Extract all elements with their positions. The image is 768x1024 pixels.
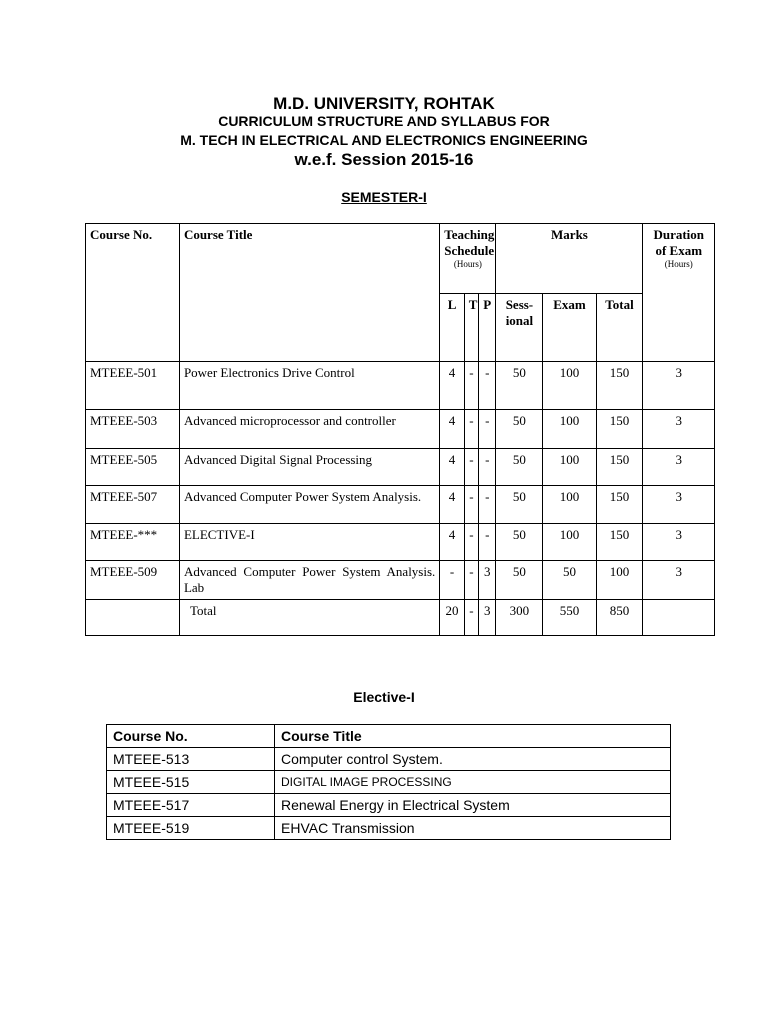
elective-row	[107, 771, 671, 794]
header-course-no: Course No.	[86, 224, 180, 362]
course-no-cell: MTEEE-505	[86, 449, 180, 486]
exam-cell: 50	[543, 561, 596, 600]
elective-heading: Elective-I	[353, 689, 415, 705]
total-exam-cell: 550	[543, 600, 596, 636]
course-no-cell: MTEEE-509	[86, 561, 180, 600]
total-cell: 150	[596, 486, 643, 524]
exam-cell: 100	[543, 410, 596, 449]
sessional-cell: 50	[496, 486, 543, 524]
duration-cell: 3	[643, 362, 715, 410]
p-cell: -	[479, 410, 496, 449]
header-exam: Exam	[543, 294, 596, 362]
sessional-cell: 50	[496, 449, 543, 486]
sessional-cell: 50	[496, 362, 543, 410]
l-cell: 4	[440, 524, 465, 561]
elective-course-no: MTEEE-513	[107, 748, 275, 771]
l-cell: 4	[440, 410, 465, 449]
session-title: w.e.f. Session 2015-16	[294, 150, 474, 169]
duration-cell: 3	[643, 486, 715, 524]
header-course-title: Course Title	[179, 224, 439, 362]
exam-cell: 100	[543, 524, 596, 561]
header-l: L	[440, 294, 465, 362]
p-cell: 3	[479, 561, 496, 600]
t-cell: -	[464, 524, 478, 561]
course-title-cell: Advanced microprocessor and controller	[179, 410, 439, 449]
elective-header-course-no: Course No.	[107, 725, 275, 748]
table-row	[86, 561, 715, 600]
header-duration	[643, 224, 715, 362]
l-cell: 4	[440, 449, 465, 486]
total-cell: 150	[596, 449, 643, 486]
total-duration-empty-cell	[643, 600, 715, 636]
university-title: M.D. UNIVERSITY, ROHTAK	[273, 94, 495, 113]
elective-row	[107, 748, 671, 771]
teaching-schedule-label: Teaching Schedule	[444, 227, 495, 258]
elective-table	[106, 724, 671, 840]
total-t-cell: -	[464, 600, 478, 636]
elective-row	[107, 794, 671, 817]
total-label-cell: Total	[179, 600, 439, 636]
t-cell: -	[464, 486, 478, 524]
elective-course-title: DIGITAL IMAGE PROCESSING	[275, 771, 671, 794]
semester-table	[85, 223, 715, 636]
header-teaching-schedule	[440, 224, 496, 294]
elective-course-no: MTEEE-517	[107, 794, 275, 817]
duration-hours-label: (Hours)	[664, 259, 693, 269]
course-no-cell: MTEEE-507	[86, 486, 180, 524]
course-title-cell: Advanced Computer Power System Analysis.	[179, 486, 439, 524]
course-no-cell: MTEEE-503	[86, 410, 180, 449]
elective-course-no: MTEEE-515	[107, 771, 275, 794]
total-cell: 150	[596, 410, 643, 449]
sessional-cell: 50	[496, 524, 543, 561]
elective-course-title: EHVAC Transmission	[275, 817, 671, 840]
exam-cell: 100	[543, 449, 596, 486]
table-row	[86, 410, 715, 449]
t-cell: -	[464, 449, 478, 486]
p-cell: -	[479, 486, 496, 524]
table-header-row	[86, 224, 715, 294]
total-cell: 150	[596, 362, 643, 410]
semester-heading	[0, 189, 768, 205]
table-row	[86, 362, 715, 410]
total-sessional-cell: 300	[496, 600, 543, 636]
total-total-cell: 850	[596, 600, 643, 636]
duration-cell: 3	[643, 524, 715, 561]
total-empty-cell	[86, 600, 180, 636]
semester-heading-text: SEMESTER-I	[341, 189, 427, 205]
course-title-cell: Advanced Computer Power System Analysis. Lab	[179, 561, 439, 600]
curriculum-subtitle: CURRICULUM STRUCTURE AND SYLLABUS FOR	[218, 113, 550, 129]
total-cell: 150	[596, 524, 643, 561]
total-p-cell: 3	[479, 600, 496, 636]
p-cell: -	[479, 449, 496, 486]
l-cell: 4	[440, 362, 465, 410]
course-title-cell: Power Electronics Drive Control	[179, 362, 439, 410]
teaching-hours-label: (Hours)	[453, 259, 482, 269]
elective-header-row	[107, 725, 671, 748]
course-title-cell: ELECTIVE-I	[179, 524, 439, 561]
header-t: T	[464, 294, 478, 362]
p-cell: -	[479, 524, 496, 561]
t-cell: -	[464, 362, 478, 410]
elective-header-course-title: Course Title	[275, 725, 671, 748]
course-no-cell: MTEEE-***	[86, 524, 180, 561]
total-row	[86, 600, 715, 636]
header-marks: Marks	[496, 224, 643, 294]
program-subtitle: M. TECH IN ELECTRICAL AND ELECTRONICS ENGINEERING	[180, 132, 588, 148]
table-row	[86, 486, 715, 524]
total-l-cell: 20	[440, 600, 465, 636]
sessional-cell: 50	[496, 561, 543, 600]
table-row	[86, 524, 715, 561]
t-cell: -	[464, 410, 478, 449]
exam-cell: 100	[543, 486, 596, 524]
elective-course-title: Computer control System.	[275, 748, 671, 771]
p-cell: -	[479, 362, 496, 410]
header-sessional: Sess-ional	[496, 294, 543, 362]
table-row	[86, 449, 715, 486]
total-cell: 100	[596, 561, 643, 600]
elective-row	[107, 817, 671, 840]
course-no-cell: MTEEE-501	[86, 362, 180, 410]
elective-course-title: Renewal Energy in Electrical System	[275, 794, 671, 817]
header-p: P	[479, 294, 496, 362]
course-title-cell: Advanced Digital Signal Processing	[179, 449, 439, 486]
duration-cell: 3	[643, 410, 715, 449]
duration-label: Duration of Exam	[653, 227, 705, 258]
exam-cell: 100	[543, 362, 596, 410]
header-total: Total	[596, 294, 643, 362]
elective-course-no: MTEEE-519	[107, 817, 275, 840]
duration-cell: 3	[643, 561, 715, 600]
l-cell: -	[440, 561, 465, 600]
t-cell: -	[464, 561, 478, 600]
duration-cell: 3	[643, 449, 715, 486]
l-cell: 4	[440, 486, 465, 524]
sessional-cell: 50	[496, 410, 543, 449]
